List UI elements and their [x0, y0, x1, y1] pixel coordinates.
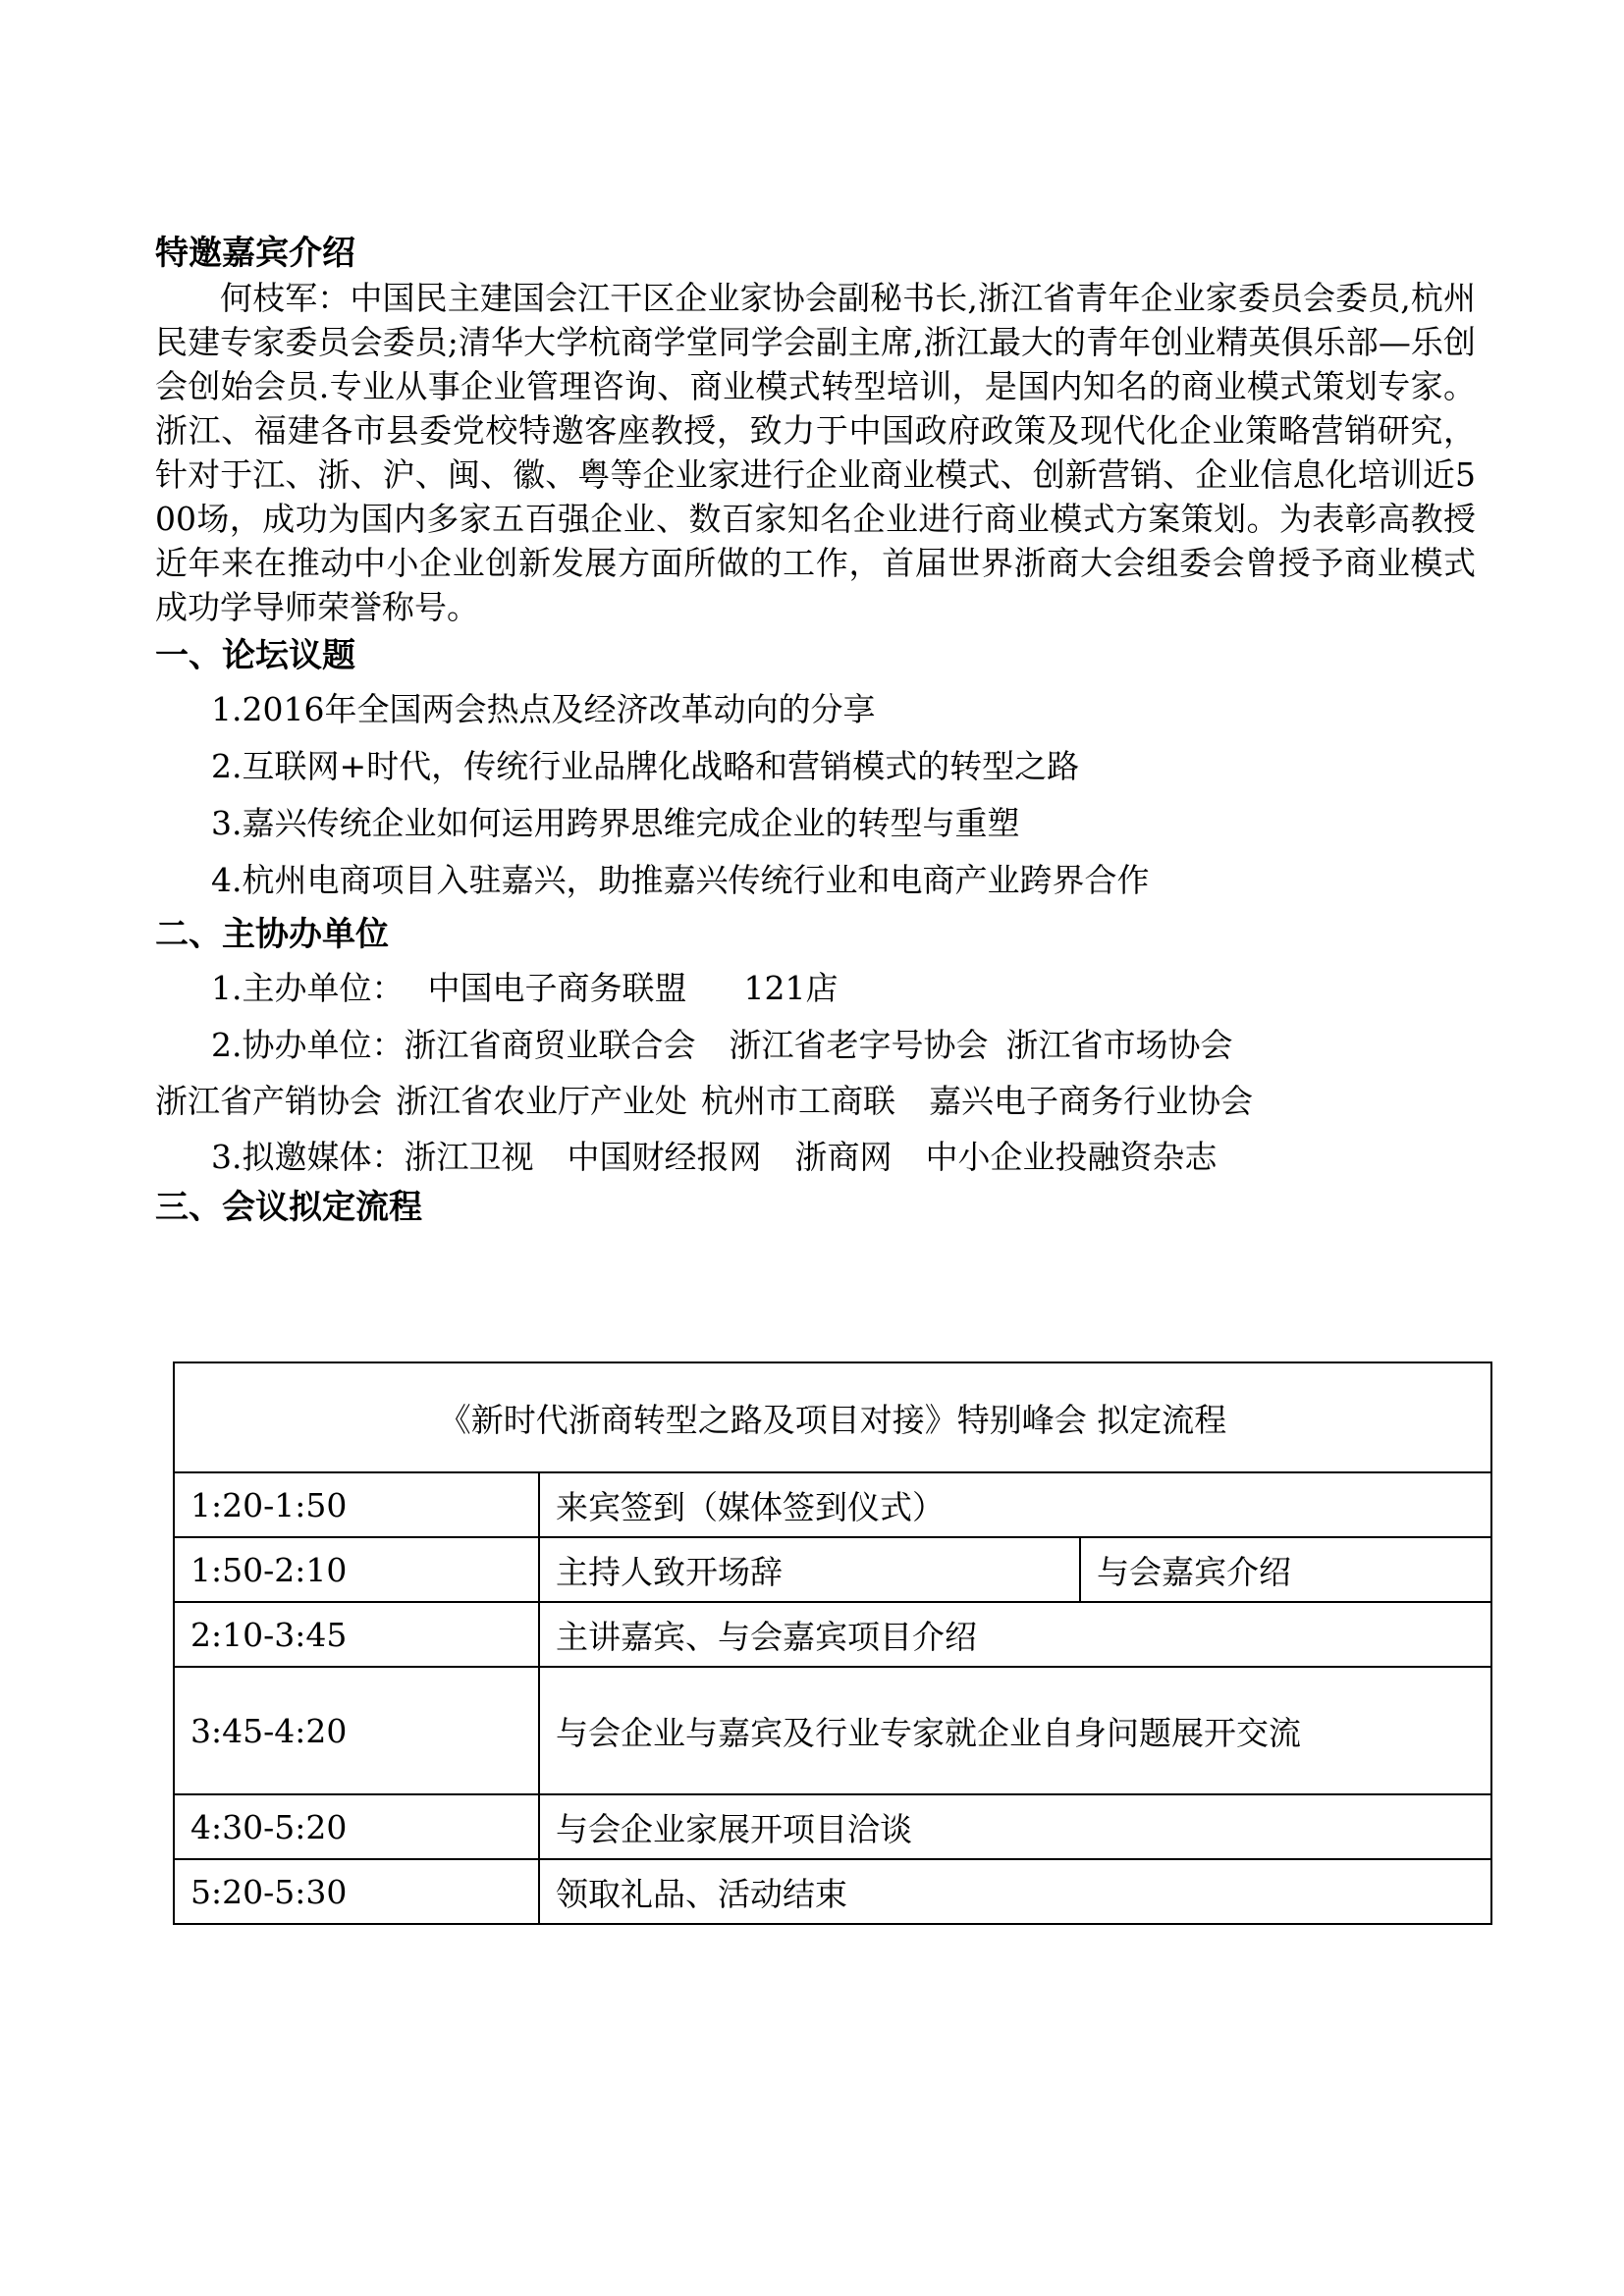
time-cell: 1:50-2:10: [174, 1537, 539, 1602]
time-cell: 2:10-3:45: [174, 1602, 539, 1667]
media-name: 中小企业投融资杂志: [925, 1137, 1218, 1176]
table-row: [174, 1667, 1491, 1794]
table-row: [174, 1859, 1491, 1924]
co-host-name: 嘉兴电子商务行业协会: [929, 1081, 1253, 1120]
media-name: 浙江卫视: [404, 1137, 534, 1176]
table-title-row: [174, 1362, 1491, 1472]
host-line: [155, 959, 1476, 1016]
activity-cell: 与会嘉宾介绍: [1080, 1537, 1491, 1602]
co-host-label: 2.协办单位：: [211, 1025, 405, 1064]
time-cell: 4:30-5:20: [174, 1794, 539, 1859]
activity-cell: 与会企业与嘉宾及行业专家就企业自身问题展开交流: [539, 1667, 1491, 1794]
table-title: 《新时代浙商转型之路及项目对接》特别峰会 拟定流程: [174, 1362, 1491, 1472]
time-cell: 5:20-5:30: [174, 1859, 539, 1924]
co-host-line-continued: [155, 1073, 1476, 1128]
media-label: 3.拟邀媒体：: [211, 1137, 405, 1176]
co-host-name: 杭州市工商联: [701, 1081, 895, 1120]
media-name: 浙商网: [794, 1137, 893, 1176]
host-label: 1.主办单位：: [211, 968, 405, 1007]
topics-heading: 一、论坛议题: [155, 636, 355, 675]
process-table: [173, 1362, 1492, 1925]
activity-cell: 来宾签到（媒体签到仪式）: [539, 1472, 1491, 1537]
activity-cell: 与会企业家展开项目洽谈: [539, 1794, 1491, 1859]
co-host-line: [155, 1016, 1476, 1073]
process-heading: 三、会议拟定流程: [155, 1188, 422, 1227]
time-cell: 1:20-1:50: [174, 1472, 539, 1537]
media-name: 中国财经报网: [567, 1137, 762, 1176]
table-row: [174, 1537, 1491, 1602]
topic-item: 2.互联网+时代，传统行业品牌化战略和营销模式的转型之路: [211, 746, 1080, 785]
guest-intro-paragraph: 何枝军：中国民主建国会江干区企业家协会副秘书长,浙江省青年企业家委员会委员,杭州民建专家委员会委员;清华大学杭商学堂同学会副主席,浙江最大的青年创业精英俱乐部—乐创会创始会员.专业从事企业管理咨询、商业模式转型培训，是国内知名的商业模式策划专家。浙江、福建各市县委党校特邀客座教授，致力于中国政府政策及现代化企业策略营销研究，针对于江、浙、沪、闽、徽、粤等企业家进行企业商业模式、创新营销、企业信息化培训近500场，成功为国内多家五百强企业、数百家知名企业进行商业模式方案策划。为表彰高教授近年来在推动中小企业创新发展方面所做的工作，首届世界浙商大会组委会曾授予商业模式成功学导师荣誉称号。: [155, 279, 1476, 626]
activity-cell: 主讲嘉宾、与会嘉宾项目介绍: [539, 1602, 1491, 1667]
co-host-name: 浙江省农业厅产业处: [396, 1081, 687, 1120]
co-host-name: 浙江省市场协会: [1005, 1025, 1233, 1064]
activity-cell: 主持人致开场辞: [539, 1537, 1080, 1602]
host-name: 121店: [743, 968, 839, 1007]
co-host-name: 浙江省产销协会: [155, 1081, 382, 1120]
topic-item: 3.嘉兴传统企业如何运用跨界思维完成企业的转型与重塑: [211, 803, 1020, 842]
organizers-heading: 二、主协办单位: [155, 915, 389, 954]
host-name: 中国电子商务联盟: [427, 968, 687, 1007]
table-row: [174, 1602, 1491, 1667]
topic-item: 4.杭州电商项目入驻嘉兴，助推嘉兴传统行业和电商产业跨界合作: [211, 860, 1150, 899]
table-row: [174, 1794, 1491, 1859]
activity-cell: 领取礼品、活动结束: [539, 1859, 1491, 1924]
co-host-name: 浙江省商贸业联合会: [404, 1025, 696, 1064]
document-body: [155, 231, 1476, 1230]
guest-intro-heading: 特邀嘉宾介绍: [155, 234, 355, 273]
topic-item: 1.2016年全国两会热点及经济改革动向的分享: [211, 689, 876, 728]
time-cell: 3:45-4:20: [174, 1667, 539, 1794]
co-host-name: 浙江省老字号协会: [729, 1025, 989, 1064]
media-line: [155, 1128, 1476, 1185]
table-row: [174, 1472, 1491, 1537]
